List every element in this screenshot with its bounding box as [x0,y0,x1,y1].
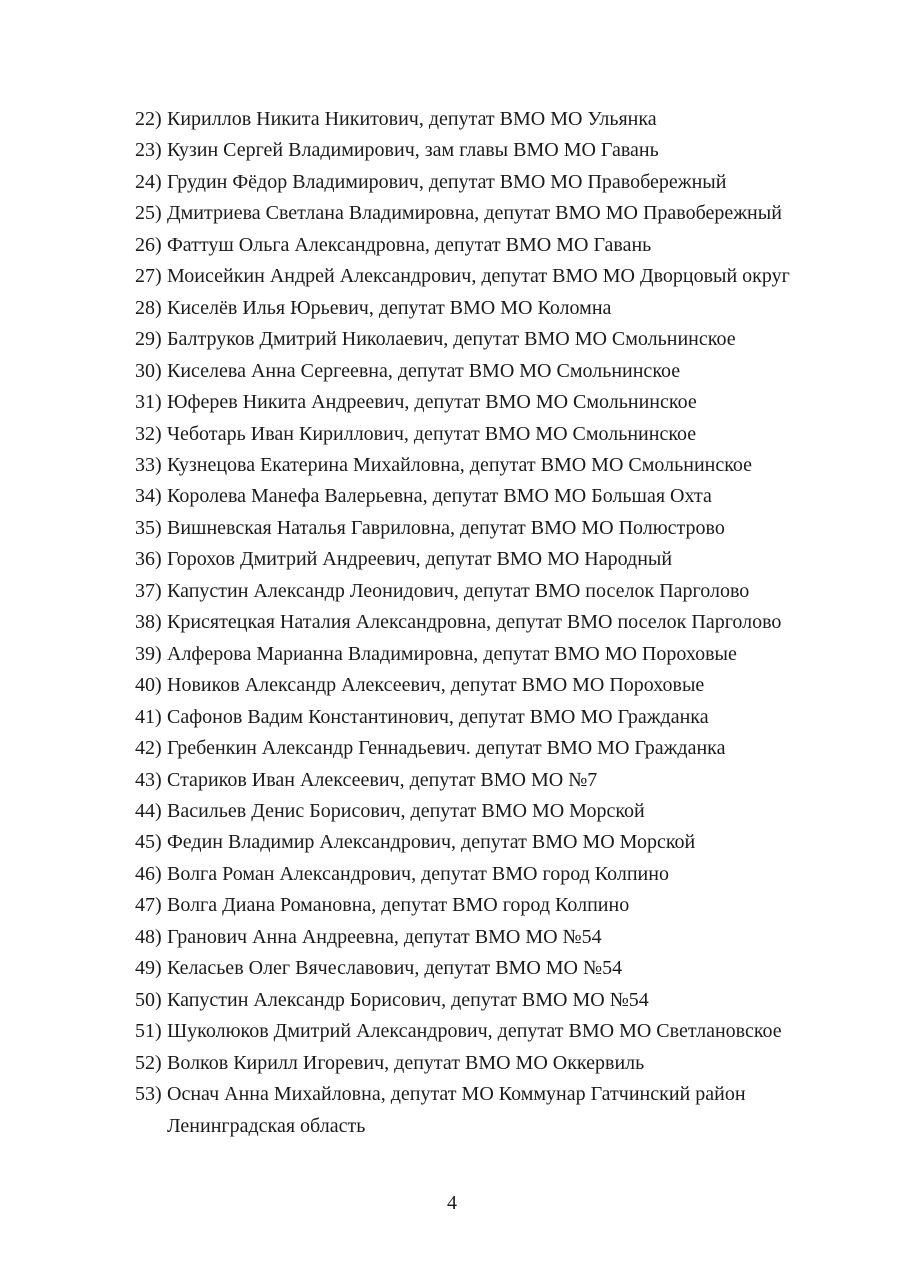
item-text [167,387,849,418]
item-text-line: Моисейкин Андрей Александрович, депутат ВМО МО Дворцовый округ [167,265,790,288]
item-text [167,733,849,764]
item-text-line: Кузин Сергей Владимирович, зам главы ВМО МО Гавань [167,139,659,162]
item-text-line: Стариков Иван Алексеевич, депутат ВМО МО №7 [167,768,598,791]
item-number: 22) [135,108,162,130]
item-text-line: Гранович Анна Андреевна, депутат ВМО МО №54 [167,925,602,948]
list-item [135,104,849,135]
item-number: 28) [135,296,162,319]
item-text-line: Волга Роман Александрович, депутат ВМО город Колпино [167,862,669,885]
item-text-line: Кириллов Никита Никитович, депутат ВМО МО Ульянка [167,108,657,130]
item-text-line: Гребенкин Александр Геннадьевич. депутат ВМО МО Гражданка [167,737,726,760]
list-item [135,135,849,166]
item-number: 24) [135,170,162,193]
item-text [167,167,849,198]
item-number: 40) [135,674,162,697]
item-number: 47) [135,894,162,917]
item-text [167,419,849,450]
deputies-list [135,104,849,1142]
list-item [135,419,849,450]
list-item [135,293,849,324]
item-text [167,544,849,575]
item-text-line: Вишневская Наталья Гавриловна, депутат ВМО МО Полюстрово [167,516,725,539]
item-number: 34) [135,485,162,508]
item-text-line: Дмитриева Светлана Владимировна, депутат ВМО МО Правобережный [167,202,782,225]
item-text-line: Юферев Никита Андреевич, депутат ВМО МО Смольнинское [167,391,697,414]
item-number: 30) [135,359,162,382]
item-text [167,104,849,135]
item-text [167,985,849,1016]
list-item [135,890,849,921]
list-item [135,324,849,355]
item-text-line: Волков Кирилл Игоревич, депутат ВМО МО Оккервиль [167,1051,645,1074]
item-text-line: Ленинградская область [167,1114,366,1137]
item-text [167,356,849,387]
item-number: 37) [135,579,162,602]
item-text-line: Киселева Анна Сергеевна, депутат ВМО МО Смольнинское [167,359,681,382]
item-text [167,859,849,890]
item-number: 32) [135,422,162,445]
item-text [167,765,849,796]
item-number: 25) [135,202,162,225]
item-number: 42) [135,737,162,760]
item-text [167,324,849,355]
list-item [135,733,849,764]
item-number: 38) [135,611,162,634]
item-number: 45) [135,831,162,854]
list-item [135,387,849,418]
list-item [135,230,849,261]
item-number: 52) [135,1051,162,1074]
item-text [167,1048,849,1079]
item-text-line: Грудин Фёдор Владимирович, депутат ВМО МО Правобережный [167,170,727,193]
list-item [135,576,849,607]
item-text [167,639,849,670]
item-text [167,576,849,607]
item-number: 26) [135,233,162,256]
item-text-line: Фаттуш Ольга Александровна, депутат ВМО МО Гавань [167,233,652,256]
item-text-line: Васильев Денис Борисович, депутат ВМО МО Морской [167,799,645,822]
list-item [135,167,849,198]
list-item [135,607,849,638]
item-text [167,135,849,166]
list-item [135,450,849,481]
list-item [135,827,849,858]
item-text [167,702,849,733]
item-text-line: Крисятецкая Наталия Александровна, депутат ВМО поселок Парголово [167,611,782,634]
item-text-line: Сафонов Вадим Константинович, депутат ВМО МО Гражданка [167,705,709,728]
item-text-line: Оснач Анна Михайловна, депутат МО Коммунар Гатчинский район [167,1083,746,1106]
page-number: 4 [447,1192,457,1214]
list-item [135,639,849,670]
item-text [167,607,849,638]
item-text-line: Королева Манефа Валерьевна, депутат ВМО МО Большая Охта [167,485,712,508]
list-item [135,481,849,512]
item-text [167,1079,849,1142]
item-text [167,796,849,827]
item-text-line: Чеботарь Иван Кириллович, депутат ВМО МО Смольнинское [167,422,697,445]
list-item [135,922,849,953]
item-number: 31) [135,391,162,414]
item-number: 36) [135,548,162,571]
item-number: 23) [135,139,162,162]
item-number: 51) [135,1020,162,1043]
item-number: 27) [135,265,162,288]
list-item [135,1016,849,1047]
item-number: 41) [135,705,162,728]
item-text [167,198,849,229]
item-text [167,481,849,512]
item-text [167,953,849,984]
item-text [167,827,849,858]
item-text [167,670,849,701]
item-number: 46) [135,862,162,885]
item-text [167,513,849,544]
list-item [135,356,849,387]
item-text-line: Горохов Дмитрий Андреевич, депутат ВМО МО Народный [167,548,673,571]
item-number: 53) [135,1083,162,1106]
list-item [135,859,849,890]
item-number: 33) [135,453,162,476]
item-text-line: Келасьев Олег Вячеславович, депутат ВМО МО №54 [167,957,623,980]
list-item [135,1079,849,1142]
item-text-line: Волга Диана Романовна, депутат ВМО город Колпино [167,894,630,917]
list-item [135,796,849,827]
list-item [135,198,849,229]
list-item [135,670,849,701]
item-text-line: Шуколюков Дмитрий Александрович, депутат ВМО МО Светлановское [167,1020,782,1043]
list-item [135,702,849,733]
item-text-line: Киселёв Илья Юрьевич, депутат ВМО МО Коломна [167,296,612,319]
list-item [135,544,849,575]
list-item [135,1048,849,1079]
item-text-line: Капустин Александр Борисович, депутат ВМО МО №54 [167,988,649,1011]
item-number: 48) [135,925,162,948]
item-number: 43) [135,768,162,791]
item-text [167,261,849,292]
list-item [135,513,849,544]
item-number: 39) [135,642,162,665]
item-number: 50) [135,988,162,1011]
item-text-line: Алферова Марианна Владимировна, депутат ВМО МО Пороховые [167,642,737,665]
item-text-line: Капустин Александр Леонидович, депутат ВМО поселок Парголово [167,579,750,602]
list-item [135,765,849,796]
item-text-line: Новиков Александр Алексеевич, депутат ВМО МО Пороховые [167,674,705,697]
list-item [135,985,849,1016]
list-item [135,261,849,292]
item-text [167,890,849,921]
item-text-line: Федин Владимир Александрович, депутат ВМО МО Морской [167,831,696,854]
item-text-line: Кузнецова Екатерина Михайловна, депутат ВМО МО Смольнинское [167,453,753,476]
item-text [167,922,849,953]
item-number: 29) [135,328,162,351]
list-item [135,953,849,984]
item-number: 49) [135,957,162,980]
item-text-line: Балтруков Дмитрий Николаевич, депутат ВМО МО Смольнинское [167,328,736,351]
item-text [167,450,849,481]
item-text [167,1016,849,1047]
item-number: 44) [135,799,162,822]
item-text [167,293,849,324]
item-number: 35) [135,516,162,539]
item-text [167,230,849,261]
